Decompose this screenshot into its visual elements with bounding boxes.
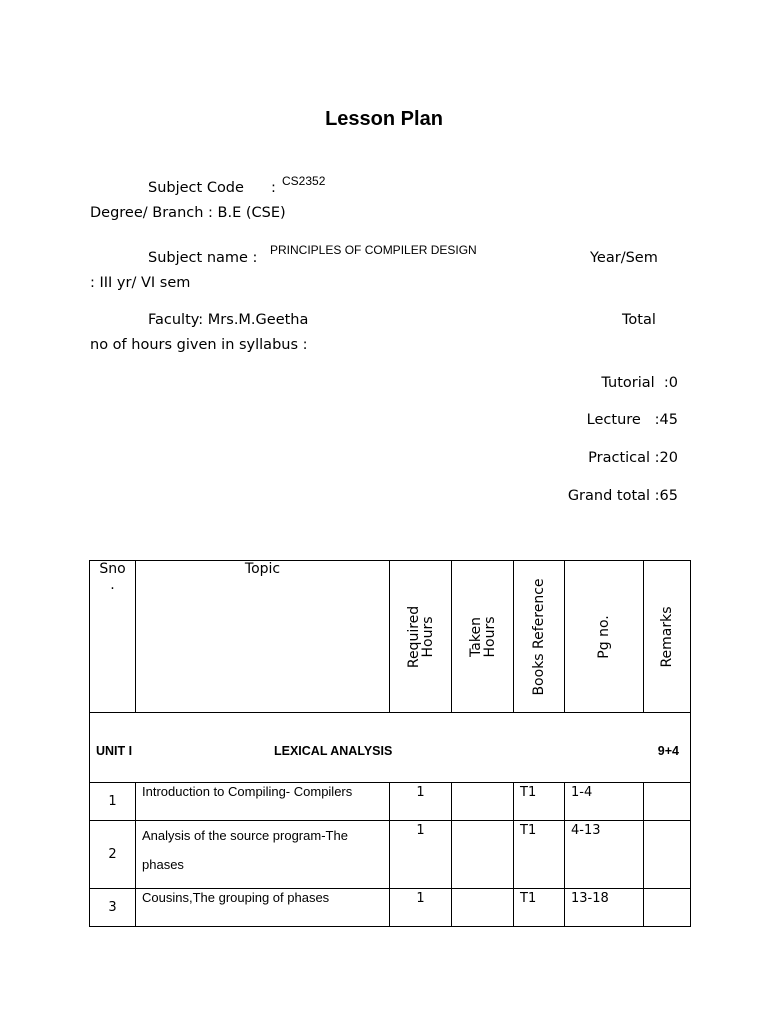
total-label: Total xyxy=(622,312,656,328)
row-book: T1 xyxy=(514,783,565,821)
row-remarks xyxy=(644,821,691,889)
unit-row xyxy=(90,713,691,783)
unit-cell xyxy=(90,713,691,783)
document-title: Lesson Plan xyxy=(325,108,443,130)
row-topic: Analysis of the source program-The phases xyxy=(136,821,390,889)
header-taken-hours xyxy=(452,561,514,713)
lesson-plan-table xyxy=(89,560,691,927)
row-sno: 2 xyxy=(90,821,136,889)
row-required-hours: 1 xyxy=(390,783,452,821)
practical-hours: Practical :20 xyxy=(588,450,678,466)
header-topic: Topic xyxy=(136,561,390,713)
header-sno xyxy=(90,561,136,713)
row-required-hours: 1 xyxy=(390,821,452,889)
lecture-hours: Lecture :45 xyxy=(586,412,678,428)
header-required-line1: Required xyxy=(405,605,422,668)
header-sno-dot: . xyxy=(110,577,115,593)
row-sno: 1 xyxy=(90,783,136,821)
row-book: T1 xyxy=(514,889,565,927)
year-sem-label: Year/Sem xyxy=(590,250,658,266)
row-sno: 3 xyxy=(90,889,136,927)
subject-code-label: Subject Code xyxy=(148,180,244,196)
table-row xyxy=(90,889,691,927)
row-taken-hours xyxy=(452,783,514,821)
faculty: Faculty: Mrs.M.Geetha xyxy=(148,312,309,328)
header-books-reference xyxy=(514,561,565,713)
row-pg: 1-4 xyxy=(565,783,644,821)
header-pg-text: Pg no. xyxy=(596,614,612,659)
row-remarks xyxy=(644,889,691,927)
subject-name-label: Subject name : xyxy=(148,250,258,266)
tutorial-hours: Tutorial :0 xyxy=(601,375,678,391)
grand-total-hours: Grand total :65 xyxy=(567,488,678,504)
header-pg-no xyxy=(565,561,644,713)
row-topic: Introduction to Compiling- Compilers xyxy=(136,783,390,821)
row-taken-hours xyxy=(452,821,514,889)
degree-branch: Degree/ Branch : B.E (CSE) xyxy=(90,205,286,221)
header-required-hours xyxy=(390,561,452,713)
unit-label: UNIT I xyxy=(96,744,133,758)
row-taken-hours xyxy=(452,889,514,927)
row-book: T1 xyxy=(514,821,565,889)
header-taken-line1: Taken xyxy=(467,616,484,657)
hours-given-label: no of hours given in syllabus : xyxy=(90,337,308,353)
header-books-text: Books Reference xyxy=(531,577,547,696)
unit-title: LEXICAL ANALYSIS xyxy=(274,744,393,758)
unit-hours: 9+4 xyxy=(657,744,679,758)
row-pg: 13-18 xyxy=(565,889,644,927)
year-sem-value: : III yr/ VI sem xyxy=(90,275,191,291)
row-required-hours: 1 xyxy=(390,889,452,927)
row-pg: 4-13 xyxy=(565,821,644,889)
table-row xyxy=(90,821,691,889)
header-sno-text: Sno xyxy=(99,561,126,577)
subject-name-value: PRINCIPLES OF COMPILER DESIGN xyxy=(270,243,477,257)
header-remarks xyxy=(644,561,691,713)
subject-code-value: CS2352 xyxy=(282,174,326,188)
header-taken-line2: Hours xyxy=(481,615,498,658)
row-topic: Cousins,The grouping of phases xyxy=(136,889,390,927)
table-header-row xyxy=(90,561,691,713)
row-remarks xyxy=(644,783,691,821)
header-remarks-text: Remarks xyxy=(659,605,675,668)
subject-code-colon: : xyxy=(271,180,276,196)
table-row xyxy=(90,783,691,821)
header-required-line2: Hours xyxy=(419,616,436,658)
